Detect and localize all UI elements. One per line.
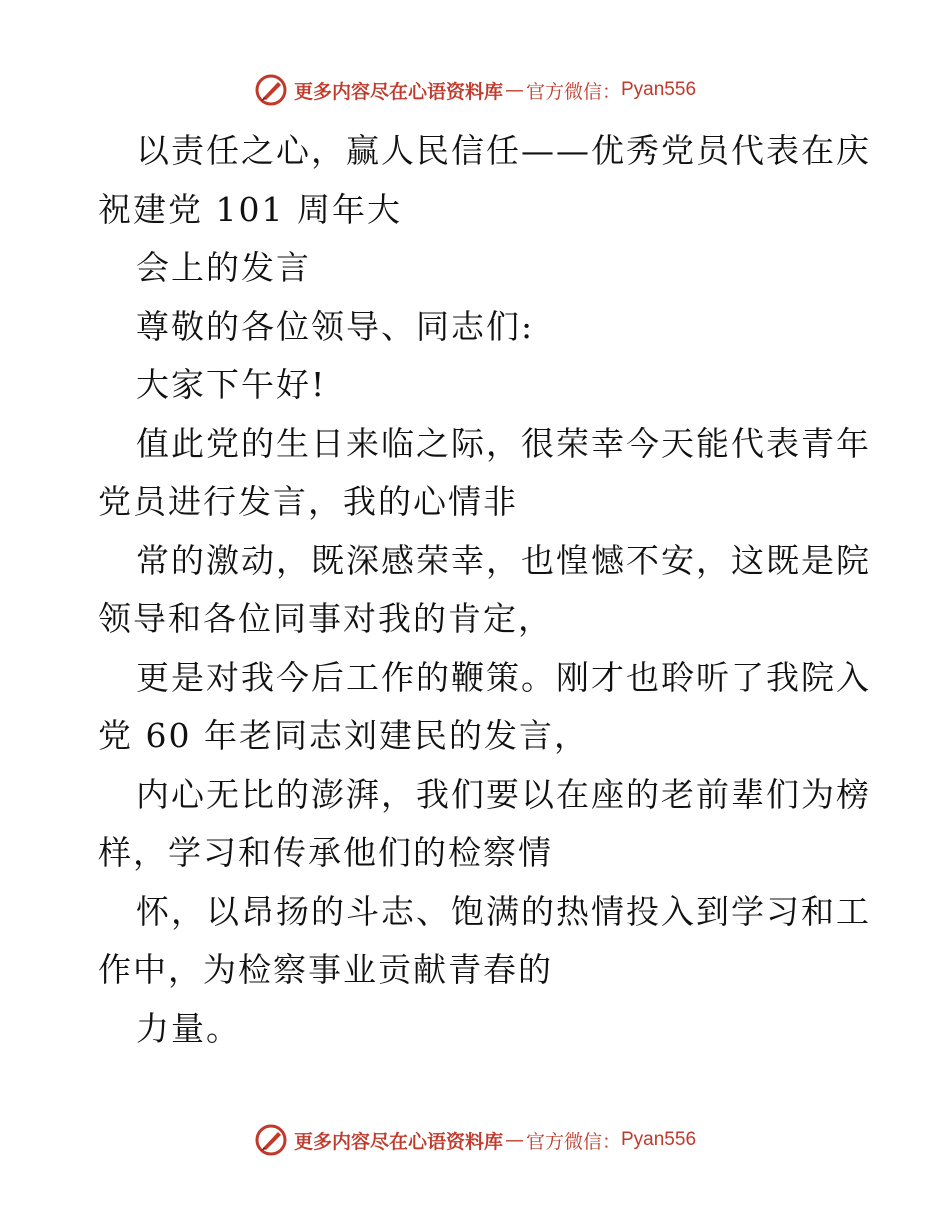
brush-logo-icon bbox=[254, 73, 288, 107]
paragraph-line: 更是对我今后工作的鞭策。刚才也聆听了我院入 bbox=[136, 657, 871, 697]
title-line: 祝建党 101 周年大 bbox=[98, 189, 402, 229]
salutation-line: 尊敬的各位领导、同志们: bbox=[136, 306, 535, 346]
paragraph-line: 常的激动，既深感荣幸，也惶憾不安，这既是院 bbox=[136, 540, 871, 580]
brush-logo-icon bbox=[254, 1123, 288, 1157]
banner-slogan: 更多内容尽在心语资料库 bbox=[293, 1130, 503, 1153]
document-body bbox=[98, 122, 871, 1058]
banner-wechat-label: 官方微信： bbox=[525, 80, 621, 103]
paragraph-line: 领导和各位同事对我的肯定， bbox=[98, 599, 553, 638]
paragraph-line: 力量。 bbox=[136, 1008, 241, 1048]
title-line: 会上的发言 bbox=[136, 248, 311, 287]
paragraph-line: 作中，为检察事业贡献青春的 bbox=[98, 950, 553, 989]
paragraph-line: 党员进行发言，我的心情非 bbox=[98, 482, 518, 521]
paragraph-line: 党 60 年老同志刘建民的发言， bbox=[98, 716, 589, 755]
title-line: 以责任之心，赢人民信任——优秀党员代表在庆 bbox=[136, 131, 871, 170]
header-banner bbox=[0, 70, 950, 110]
banner-dash: — bbox=[504, 1129, 524, 1151]
footer-banner bbox=[0, 1120, 950, 1160]
paragraph-line: 怀，以昂扬的斗志、饱满的热情投入到学习和工 bbox=[136, 891, 871, 931]
banner-wechat-label: 官方微信： bbox=[525, 1130, 621, 1153]
greeting-line: 大家下午好! bbox=[136, 365, 327, 404]
banner-dash: — bbox=[504, 79, 524, 101]
banner-wechat-handle: Pyan556 bbox=[621, 1129, 697, 1150]
paragraph-line: 值此党的生日来临之际，很荣幸今天能代表青年 bbox=[136, 423, 871, 463]
banner-slogan: 更多内容尽在心语资料库 bbox=[293, 80, 503, 103]
paragraph-line: 内心无比的澎湃，我们要以在座的老前辈们为榜 bbox=[136, 774, 871, 814]
paragraph-line: 样，学习和传承他们的检察情 bbox=[98, 833, 553, 872]
banner-wechat-handle: Pyan556 bbox=[621, 79, 697, 100]
